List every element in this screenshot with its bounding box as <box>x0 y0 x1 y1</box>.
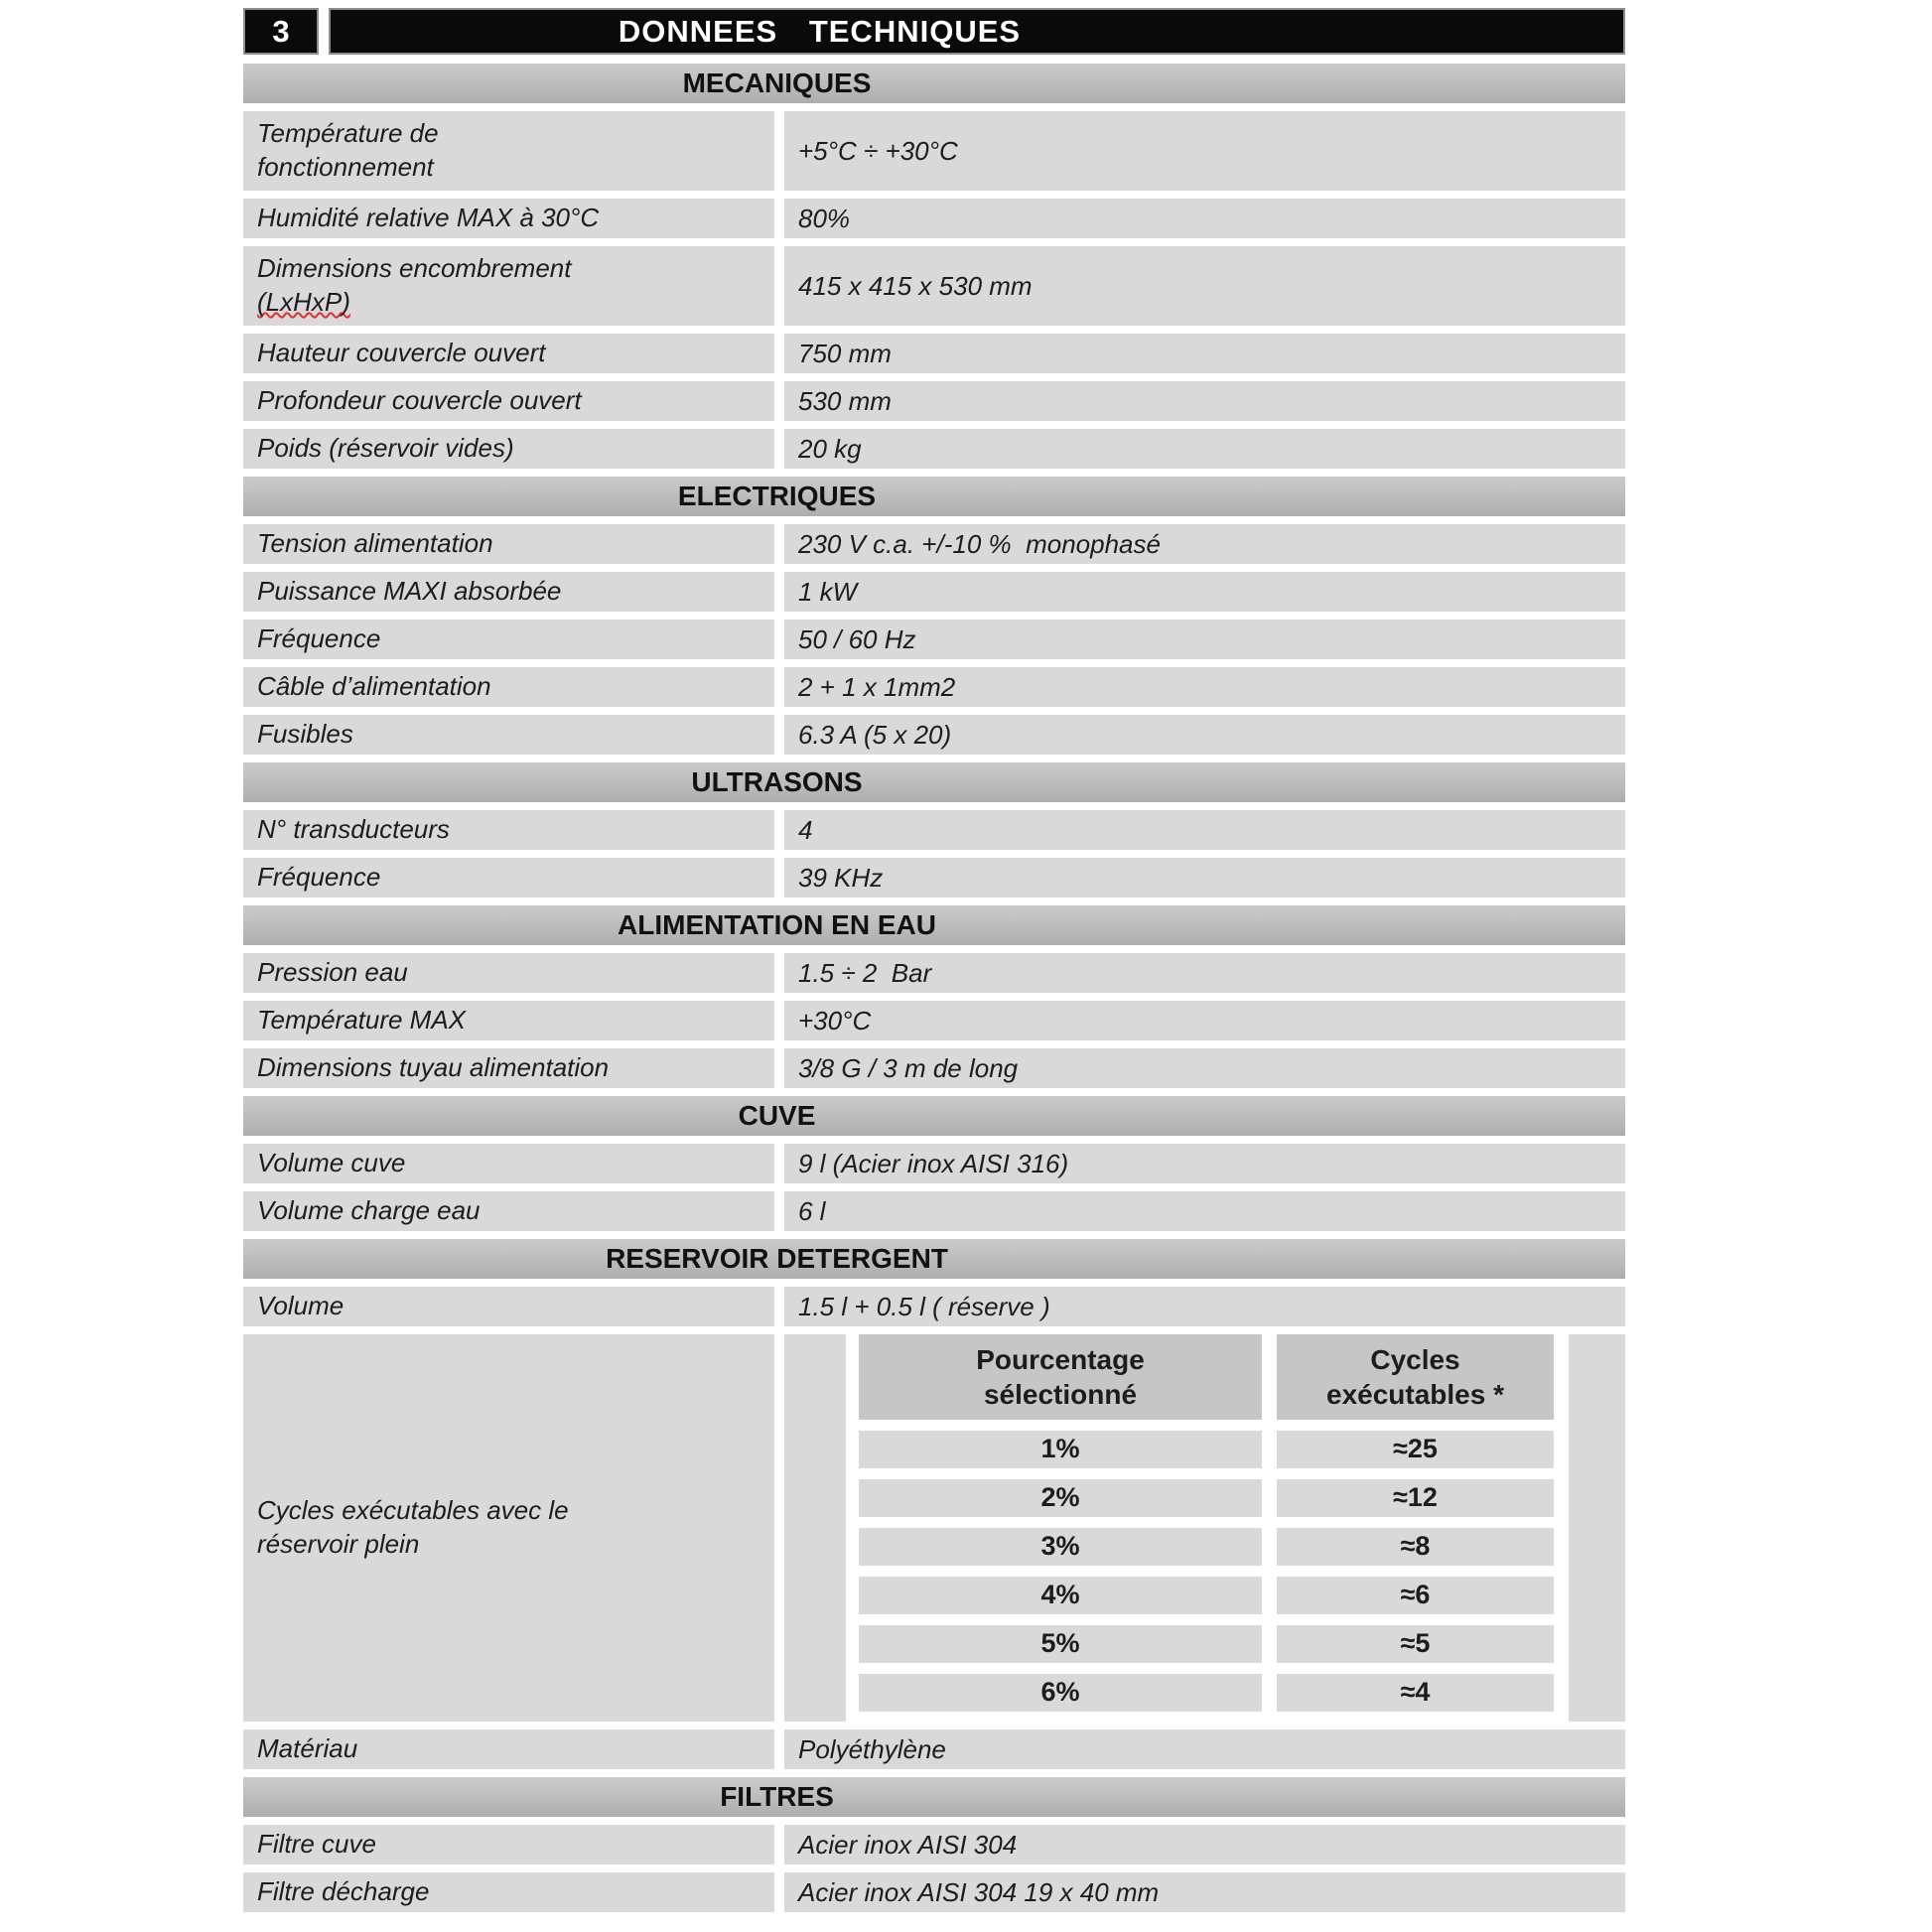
spec-value: Acier inox AISI 304 19 x 40 mm <box>784 1872 1625 1912</box>
spec-label-line1: Filtre cuve <box>257 1829 376 1860</box>
header-line1: Cycles <box>1370 1344 1460 1375</box>
spec-value: 6.3 A (5 x 20) <box>784 715 1625 755</box>
section-header-reservoir-detergent: RESERVOIR DETERGENT <box>243 1239 1625 1279</box>
spec-label <box>243 199 774 238</box>
cycles-table <box>859 1334 1554 1722</box>
spec-label <box>243 953 774 993</box>
spec-label <box>243 1001 774 1040</box>
spec-row <box>243 334 1625 373</box>
spec-label <box>243 1191 774 1231</box>
spec-label <box>243 810 774 850</box>
spec-label <box>243 1825 774 1864</box>
spec-label-line1: Câble d’alimentation <box>257 671 491 702</box>
section-header-filtres: FILTRES <box>243 1777 1625 1817</box>
spec-label-line1: Volume <box>257 1291 345 1321</box>
spec-label-line1: Température de <box>257 118 439 149</box>
spec-value: 4 <box>784 810 1625 850</box>
spec-label-line1: N° transducteurs <box>257 814 450 845</box>
spec-label-line1: Poids (réservoir vides) <box>257 433 514 464</box>
gray-strip-right <box>1569 1334 1625 1722</box>
section-header-electriques: ELECTRIQUES <box>243 477 1625 516</box>
header-line2: exécutables * <box>1326 1379 1504 1410</box>
cycles-cell: ≈12 <box>1277 1479 1554 1517</box>
spec-row <box>243 199 1625 238</box>
spec-value: 80% <box>784 199 1625 238</box>
page-title-bar <box>243 8 1625 55</box>
spec-value: 39 KHz <box>784 858 1625 897</box>
spec-label-line1: Température MAX <box>257 1005 467 1035</box>
spec-value: 1.5 ÷ 2 Bar <box>784 953 1625 993</box>
spec-label-line1: Tension alimentation <box>257 528 493 559</box>
spec-row <box>243 953 1625 993</box>
spec-label-line1: Dimensions encombrement <box>257 253 572 284</box>
spec-label-line1: Pression eau <box>257 957 408 988</box>
cycles-row-label-line1: Cycles exécutables avec le <box>257 1495 569 1526</box>
spec-label-line1: Fusibles <box>257 719 353 750</box>
section-header-ultrasons: ULTRASONS <box>243 762 1625 802</box>
spec-row <box>243 810 1625 850</box>
spec-value: +5°C ÷ +30°C <box>784 111 1625 191</box>
spec-row <box>243 246 1625 326</box>
spec-label-line1: Dimensions tuyau alimentation <box>257 1052 610 1083</box>
cycles-cell: ≈5 <box>1277 1625 1554 1663</box>
spec-value: 6 l <box>784 1191 1625 1231</box>
section-header-mecaniques: MECANIQUES <box>243 64 1625 103</box>
cycles-cell: ≈4 <box>1277 1674 1554 1712</box>
spec-row <box>243 1001 1625 1040</box>
spec-value: 20 kg <box>784 429 1625 469</box>
spec-value: 9 l (Acier inox AISI 316) <box>784 1144 1625 1183</box>
spec-row <box>243 1191 1625 1231</box>
spec-label <box>243 1872 774 1912</box>
percent-cell: 2% <box>859 1479 1262 1517</box>
section-header-cuve: CUVE <box>243 1096 1625 1136</box>
spec-label-line1: Volume charge eau <box>257 1195 481 1226</box>
cycles-table-header-percent <box>859 1334 1262 1420</box>
spec-label <box>243 620 774 659</box>
spec-row <box>243 1048 1625 1088</box>
cycles-cell: ≈6 <box>1277 1577 1554 1614</box>
section-header-alimentation-eau: ALIMENTATION EN EAU <box>243 905 1625 945</box>
cycles-row-label <box>243 1334 774 1722</box>
cycles-table-row <box>859 1625 1554 1663</box>
percent-cell: 5% <box>859 1625 1262 1663</box>
cycles-table-row <box>859 1431 1554 1468</box>
header-line1: Pourcentage <box>976 1344 1145 1375</box>
spec-value: 230 V c.a. +/-10 % monophasé <box>784 524 1625 564</box>
spec-value: 1 kW <box>784 572 1625 612</box>
spec-value: 750 mm <box>784 334 1625 373</box>
percent-cell: 1% <box>859 1431 1262 1468</box>
spec-label <box>243 524 774 564</box>
spec-label <box>243 334 774 373</box>
spec-label-line1: Hauteur couvercle ouvert <box>257 338 546 368</box>
spec-row <box>243 111 1625 191</box>
gray-strip-left <box>784 1334 846 1722</box>
spec-row <box>243 1287 1625 1326</box>
spec-row <box>243 381 1625 421</box>
spec-label-line1: Volume cuve <box>257 1148 406 1178</box>
chapter-number-box: 3 <box>243 8 319 55</box>
spec-row <box>243 715 1625 755</box>
spec-label <box>243 715 774 755</box>
spec-label <box>243 667 774 707</box>
spec-row <box>243 1144 1625 1183</box>
spec-row <box>243 1872 1625 1912</box>
spec-row <box>243 429 1625 469</box>
spec-row <box>243 524 1625 564</box>
cycles-table-row <box>859 1674 1554 1712</box>
spec-label-line1: Fréquence <box>257 623 381 654</box>
cycles-cell: ≈8 <box>1277 1528 1554 1566</box>
spec-value: 2 + 1 x 1mm2 <box>784 667 1625 707</box>
spec-row <box>243 572 1625 612</box>
cycles-table-header-cycles <box>1277 1334 1554 1420</box>
spec-label-line1: Fréquence <box>257 862 381 893</box>
spec-label <box>243 1287 774 1326</box>
spec-label <box>243 381 774 421</box>
cycles-table-row <box>859 1577 1554 1614</box>
spec-value: 1.5 l + 0.5 l ( réserve ) <box>784 1287 1625 1326</box>
spec-value: 3/8 G / 3 m de long <box>784 1048 1625 1088</box>
spec-label-line1: Humidité relative MAX à 30°C <box>257 203 600 233</box>
cycles-table-row <box>859 1479 1554 1517</box>
header-line2: sélectionné <box>983 1379 1138 1410</box>
spec-row <box>243 620 1625 659</box>
page-title: DONNEES TECHNIQUES <box>329 8 1625 55</box>
percent-cell: 6% <box>859 1674 1262 1712</box>
spec-table <box>243 8 1625 1920</box>
spec-label <box>243 1729 774 1769</box>
cycles-row-value-area <box>784 1334 1625 1722</box>
cycles-table-header-row <box>859 1334 1554 1420</box>
cycles-table-row <box>859 1528 1554 1566</box>
spec-label <box>243 1144 774 1183</box>
spec-label <box>243 246 774 326</box>
cycles-row-label-line2: réservoir plein <box>257 1529 420 1559</box>
spec-value: +30°C <box>784 1001 1625 1040</box>
spec-label <box>243 1048 774 1088</box>
spec-row <box>243 667 1625 707</box>
cycles-row <box>243 1334 1625 1722</box>
spec-label <box>243 858 774 897</box>
spec-value: 530 mm <box>784 381 1625 421</box>
spec-row <box>243 1729 1625 1769</box>
spec-label-line1: Filtre décharge <box>257 1876 430 1907</box>
spec-label-line1: Profondeur couvercle ouvert <box>257 385 582 416</box>
spec-label-line2: fonctionnement <box>257 152 434 182</box>
spec-value: Polyéthylène <box>784 1729 1625 1769</box>
spec-value: 50 / 60 Hz <box>784 620 1625 659</box>
spec-value: Acier inox AISI 304 <box>784 1825 1625 1864</box>
spec-label-line1: Matériau <box>257 1733 358 1764</box>
cycles-cell: ≈25 <box>1277 1431 1554 1468</box>
spec-row <box>243 858 1625 897</box>
spec-value: 415 x 415 x 530 mm <box>784 246 1625 326</box>
spec-label-line2-misspelled: (LxHxP) <box>257 287 350 317</box>
spec-label <box>243 572 774 612</box>
spec-row <box>243 1825 1625 1864</box>
percent-cell: 4% <box>859 1577 1262 1614</box>
spec-label <box>243 111 774 191</box>
spec-label-line1: Puissance MAXI absorbée <box>257 576 562 607</box>
percent-cell: 3% <box>859 1528 1262 1566</box>
spec-label <box>243 429 774 469</box>
